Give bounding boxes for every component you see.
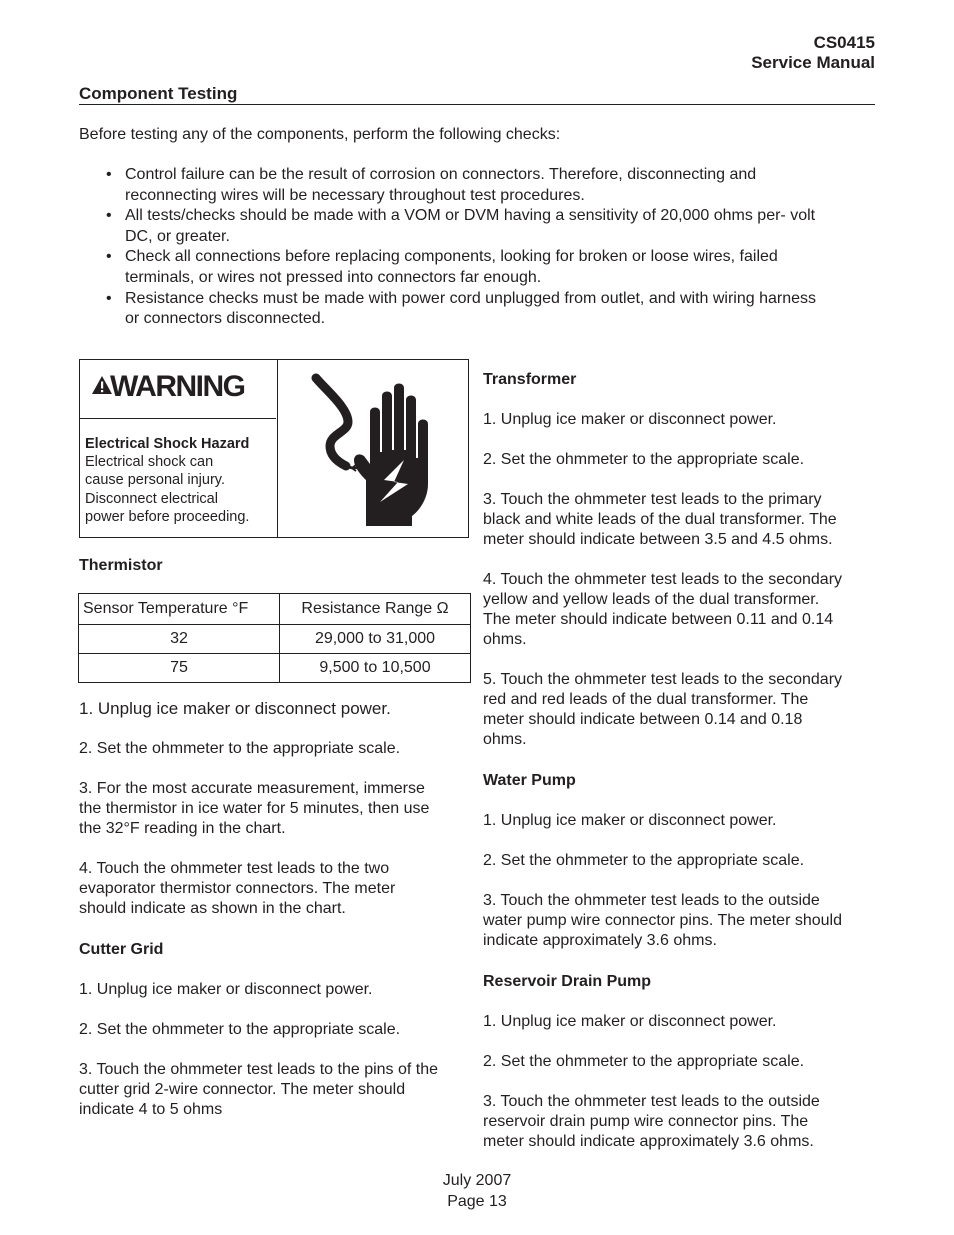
bullet-icon: • <box>106 207 112 225</box>
step-line: meter should indicate between 0.14 and 0.18 <box>483 711 803 728</box>
step-line: indicate 4 to 5 ohms <box>79 1101 223 1118</box>
warning-box <box>79 359 469 538</box>
list-item <box>79 206 879 247</box>
bullet-icon: • <box>106 248 112 266</box>
column-header: Sensor Temperature °F <box>79 594 280 625</box>
step-line: 1. Unplug ice maker or disconnect power. <box>483 411 777 428</box>
table-row <box>79 625 471 654</box>
list-item-line: DC, or greater. <box>125 227 230 245</box>
transformer-steps <box>483 410 873 750</box>
step-line: ohms. <box>483 731 527 748</box>
list-item-line: reconnecting wires will be necessary throughout test procedures. <box>125 186 585 204</box>
drain-pump-heading: Reservoir Drain Pump <box>483 973 652 990</box>
footer-date: July 2007 <box>442 1172 512 1189</box>
step-line: black and white leads of the dual transformer. The <box>483 511 837 528</box>
header-rule <box>79 104 875 105</box>
step-line: yellow and yellow leads of the dual transformer. <box>483 591 820 608</box>
warning-word: WARNING <box>110 370 245 403</box>
step-line: 5. Touch the ohmmeter test leads to the secondary <box>483 671 843 688</box>
bullet-icon: • <box>106 289 112 307</box>
step-line: red and red leads of the dual transformer. The <box>483 691 809 708</box>
step-line: meter should indicate between 3.5 and 4.5 ohms. <box>483 531 833 548</box>
warning-text-panel <box>80 360 278 537</box>
page-number: Page 13 <box>447 1193 507 1210</box>
step-line: 3. Touch the ohmmeter test leads to the primary <box>483 491 822 508</box>
step-line: the thermistor in ice water for 5 minutes, then use <box>79 800 430 817</box>
step-line: 2. Set the ohmmeter to the appropriate scale. <box>483 451 805 468</box>
step-line: 3. For the most accurate measurement, immerse <box>79 780 425 797</box>
warning-line: cause personal injury. <box>85 472 225 489</box>
electric-shock-hand-icon <box>308 372 438 530</box>
step-line: 2. Set the ohmmeter to the appropriate scale. <box>79 1021 401 1038</box>
step-line: meter should indicate approximately 3.6 ohms. <box>483 1133 814 1150</box>
thermistor-steps <box>79 699 469 919</box>
list-item-line: Control failure can be the result of corrosion on connectors. Therefore, disconnecting and <box>125 166 757 183</box>
step-line: evaporator thermistor connectors. The meter <box>79 880 396 897</box>
step-line: 2. Set the ohmmeter to the appropriate scale. <box>79 740 401 757</box>
step-line: 2. Set the ohmmeter to the appropriate scale. <box>483 1053 805 1070</box>
column-header: Resistance Range Ω <box>280 594 471 625</box>
list-item-line: All tests/checks should be made with a VOM or DVM having a sensitivity of 20,000 ohms per- volt <box>125 207 816 225</box>
list-item-line: Resistance checks must be made with power cord unplugged from outlet, and with wiring harness <box>125 289 817 307</box>
warning-line: Disconnect electrical <box>85 490 218 507</box>
list-item <box>79 247 879 288</box>
step-line: 1. Unplug ice maker or disconnect power. <box>483 1013 777 1030</box>
warning-header <box>80 360 276 419</box>
bullet-icon: • <box>106 166 112 183</box>
step-line: the 32°F reading in the chart. <box>79 820 286 837</box>
table-cell: 29,000 to 31,000 <box>280 625 471 654</box>
transformer-heading: Transformer <box>483 371 577 388</box>
document-type: Service Manual <box>751 53 875 72</box>
thermistor-table <box>78 593 471 683</box>
step-line: 4. Touch the ohmmeter test leads to the secondary <box>483 571 843 588</box>
step-line: cutter grid 2-wire connector. The meter should <box>79 1081 406 1098</box>
section-title: Component Testing <box>79 84 238 103</box>
thermistor-heading: Thermistor <box>79 557 163 574</box>
drain-pump-steps <box>483 1012 873 1152</box>
step-line: The meter should indicate between 0.11 and 0.14 <box>483 611 834 628</box>
list-item <box>79 289 879 330</box>
step-line: 3. Touch the ohmmeter test leads to the outside <box>483 892 820 909</box>
step-line: 1. Unplug ice maker or disconnect power. <box>483 812 777 829</box>
list-item <box>79 165 879 206</box>
intro-text: Before testing any of the components, perform the following checks: <box>79 126 561 143</box>
table-row <box>79 654 471 683</box>
warning-line: power before proceeding. <box>85 508 250 525</box>
document-id: CS0415 <box>813 33 875 52</box>
table-cell: 75 <box>79 654 280 683</box>
step-line: should indicate as shown in the chart. <box>79 900 346 917</box>
step-line: 4. Touch the ohmmeter test leads to the two <box>79 860 390 877</box>
cutter-grid-steps <box>79 980 469 1120</box>
step-line: 3. Touch the ohmmeter test leads to the outside <box>483 1093 820 1110</box>
checks-list <box>79 165 879 330</box>
step-line: 1. Unplug ice maker or disconnect power. <box>79 699 391 718</box>
hazard-title: Electrical Shock Hazard <box>85 436 250 452</box>
step-line: water pump wire connector pins. The meter should <box>483 912 842 929</box>
step-line: indicate approximately 3.6 ohms. <box>483 932 717 949</box>
step-line: 2. Set the ohmmeter to the appropriate scale. <box>483 852 805 869</box>
table-header-row <box>79 594 471 625</box>
water-pump-heading: Water Pump <box>483 772 576 789</box>
step-line: reservoir drain pump wire connector pins. The <box>483 1113 809 1130</box>
step-line: 3. Touch the ohmmeter test leads to the pins of the <box>79 1061 439 1078</box>
list-item-line: Check all connections before replacing components, looking for broken or loose wires, failed <box>125 248 778 266</box>
table-cell: 9,500 to 10,500 <box>280 654 471 683</box>
list-item-line: or connectors disconnected. <box>125 310 326 328</box>
list-item-line: terminals, or wires not pressed into connectors far enough. <box>125 268 542 286</box>
water-pump-steps <box>483 811 873 951</box>
warning-message <box>85 435 249 526</box>
step-line: 1. Unplug ice maker or disconnect power. <box>79 981 373 998</box>
cutter-grid-heading: Cutter Grid <box>79 941 164 958</box>
table-cell: 32 <box>79 625 280 654</box>
step-line: ohms. <box>483 631 527 648</box>
warning-line: Electrical shock can <box>85 454 214 471</box>
